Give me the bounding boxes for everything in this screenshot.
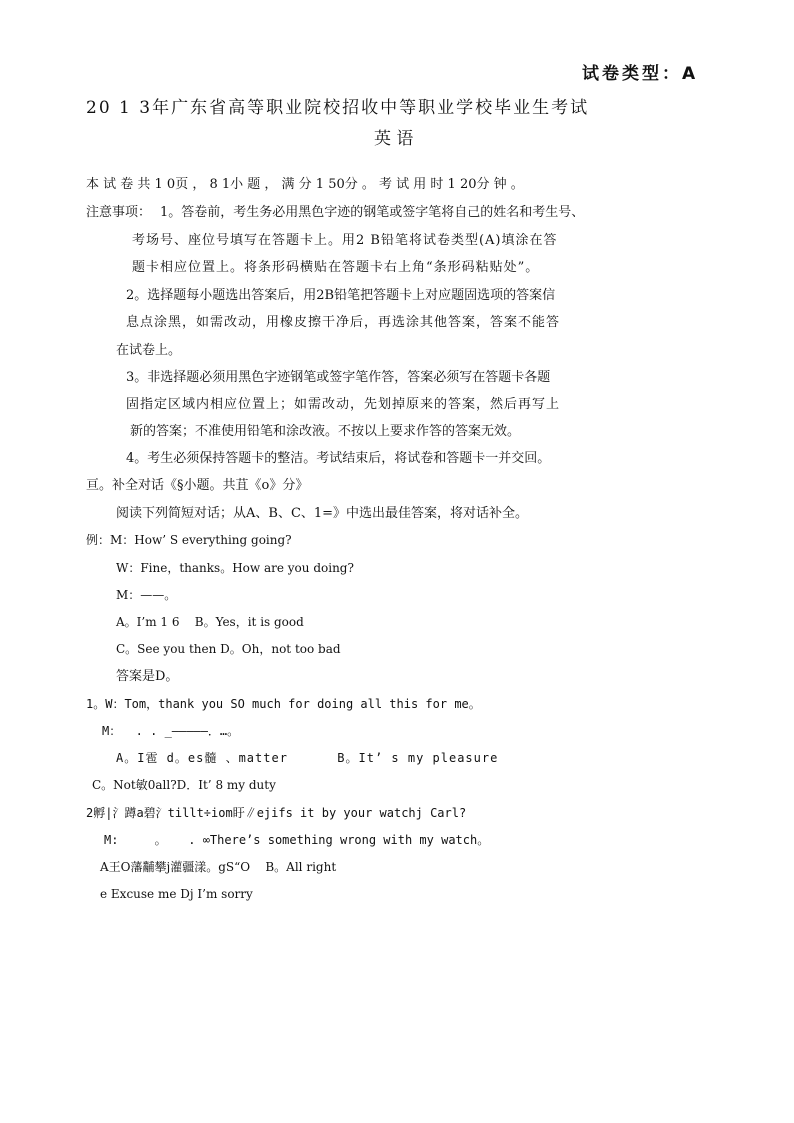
question-1: 1。W：Tom，thank you SO much for doing all this for me。 (86, 697, 481, 711)
notes-title: 注意事项： (86, 205, 152, 220)
paper-type: 试卷类型：A (582, 64, 699, 84)
question-2-response: M: 。 . ∞There’s something wrong with my watch。 (104, 833, 490, 847)
note-line: 固指定区域内相应位置上；如需改动，先划掉原来的答案，然后再写上 (126, 397, 561, 412)
note-line: 4。考生必须保持答题卡的整洁。考试结束后，将试卷和答题卡一并交回。 (126, 451, 551, 466)
example-options-ab: A。I’m 1 6 B。Yes，it is good (116, 615, 304, 629)
exam-title: 20 1 3年广东省高等职业院校招收中等职业学校毕业生考试 (86, 98, 590, 118)
note-line: 3。非选择题必须用黑色字迹钢笔或签字笔作答，答案必须写在答题卡各题 (126, 370, 551, 385)
section-heading: 亘。补全对话《§小题。共苴《о》分》 (86, 478, 309, 493)
example-options-cd: C。See you then D。Oh，not too bad (116, 642, 341, 656)
example-m2: M：——。 (116, 588, 177, 602)
question-1-response: M： . . _—————．…。 (102, 724, 240, 738)
subject-title: 英 语 (374, 129, 414, 149)
question-2-options-ab: A王O藩黼攀j灌疆漾。gS“O B。All right (100, 860, 337, 874)
example-answer: 答案是D。 (116, 669, 179, 684)
question-1-options-cd: C。Not敏0all?D．It’ 8 my duty (92, 778, 276, 792)
intro-line: 本 试 卷 共 1 0页 ， 8 1小 题 ， 满 分 1 50分 。 考 试 用 时 1 20分 钟 。 (86, 177, 524, 192)
example-w: W：Fine，thanks。How are you doing? (116, 561, 354, 575)
example-m1: 例：M：How’ S everything going? (86, 533, 292, 547)
question-2: 2孵|氵蹲a碧氵tillt÷iom盱∥ejifs it by your watchj Carl? (86, 806, 467, 820)
note-line: 考场号、座位号填写在答题卡上。用2 B铅笔将试卷类型(A)填涂在答 (132, 233, 558, 248)
note-line: 1。答卷前，考生务必用黑色字迹的钢笔或签字笔将自己的姓名和考生号、 (160, 205, 585, 220)
question-2-options-cd: e Excuse me Dj I’m sorry (100, 887, 253, 901)
question-1-options-ab: A。I雹 d。es髓 、matter B。It’ s my pleasure (116, 751, 499, 765)
note-line: 新的答案；不准使用铅笔和涂改液。不按以上要求作答的答案无效。 (130, 424, 521, 439)
note-line: 2。选择题每小题选出答案后，用2B铅笔把答题卡上对应题固选项的答案信 (126, 288, 556, 303)
note-line: 题卡相应位置上。将条形码横贴在答题卡右上角“条形码粘贴处”。 (132, 260, 540, 275)
note-line: 息点涂黑，如需改动，用橡皮擦干净后，再选涂其他答案，答案不能答 (126, 315, 561, 330)
section-instruction: 阅读下列简短对话；从A、B、C、1=》中选出最佳答案，将对话补全。 (116, 506, 529, 521)
note-line: 在试卷上。 (116, 343, 182, 358)
